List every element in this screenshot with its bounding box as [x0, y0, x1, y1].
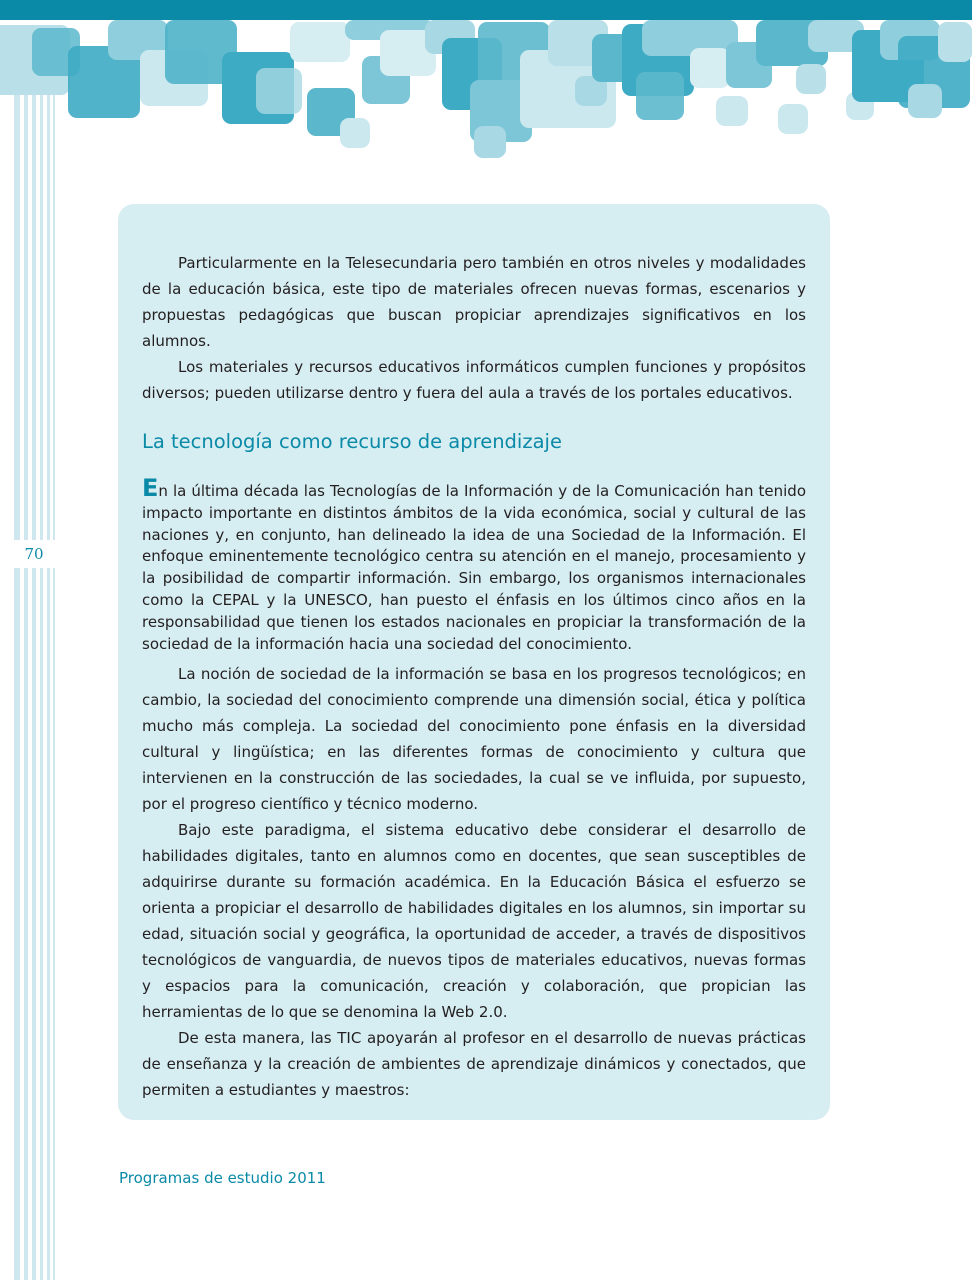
body-paragraph-3: De esta manera, las TIC apoyarán al profesor en el desarrollo de nuevas prácticas de enseñanza y la creación de ambientes de aprendizaje dinámicos y conectados, que permiten a estudiantes y maestros: — [142, 1029, 806, 1100]
header-bar — [0, 0, 972, 20]
intro-paragraph-1: Particularmente en la Telesecundaria pero también en otros niveles y modalidades de la educación básica, este tipo de materiales ofrecen nuevas formas, escenarios y propuestas pedagógicas que buscan propiciar aprendizajes significativos en los alumnos. — [142, 254, 806, 350]
lead-paragraph — [142, 476, 806, 655]
decorative-tile-pattern — [0, 20, 972, 165]
intro-paragraph-2: Los materiales y recursos educativos informáticos cumplen funciones y propósitos diversos; pueden utilizarse dentro y fuera del aula a través de los portales educativos. — [142, 358, 806, 402]
body-paragraph-2: Bajo este paradigma, el sistema educativo debe considerar el desarrollo de habilidades digitales, tanto en alumnos como en docentes, que sean susceptibles de adquirirse durante su formación académica. En la Educación Básica el esfuerzo se orienta a propiciar el desarrollo de habilidades digitales en los alumnos, sin importar su edad, situación social y geográfica, la oportunidad de acceder, a través de dispositivos tecnológicos de vanguardia, de nuevos tipos de materiales educativos, nuevas formas y espacios para la comunicación, creación y colaboración, que propician las herramientas de lo que se denomina la Web 2.0. — [142, 821, 806, 1022]
content-panel — [118, 204, 830, 1120]
footer-title: Programas de estudio 2011 — [119, 1169, 326, 1187]
section-title: La tecnología como recurso de aprendizaje — [142, 430, 562, 453]
side-stripes — [0, 95, 60, 1280]
content-text — [142, 250, 806, 1103]
page-number: 70 — [10, 540, 58, 568]
lead-paragraph-text: n la última década las Tecnologías de la Información y de la Comunicación han tenido impacto importante en distintos ámbitos de la vida económica, social y cultural de las naciones y, en conjunto, han delineado la idea de una Sociedad de la Información. El enfoque eminentemente tecnológico centra su atención en el manejo, procesamiento y la posibilidad de compartir información. Sin embargo, los organismos internacionales como la CEPAL y la UNESCO, han puesto el énfasis en los últimos cinco años en la responsabilidad que tienen los estados nacionales en propiciar la transformación de la sociedad de la información hacia una sociedad del conocimiento. — [142, 482, 806, 653]
drop-cap: E — [142, 474, 159, 502]
body-paragraph-1: La noción de sociedad de la información se basa en los progresos tecnológicos; en cambio, la sociedad del conocimiento comprende una dimensión social, ética y política mucho más compleja. La sociedad del conocimiento pone énfasis en la diversidad cultural y lingüística; en las diferentes formas de conocimiento y cultura que intervienen en la construcción de las sociedades, la cual se ve influida, por supuesto, por el progreso científico y técnico moderno. — [142, 665, 806, 814]
